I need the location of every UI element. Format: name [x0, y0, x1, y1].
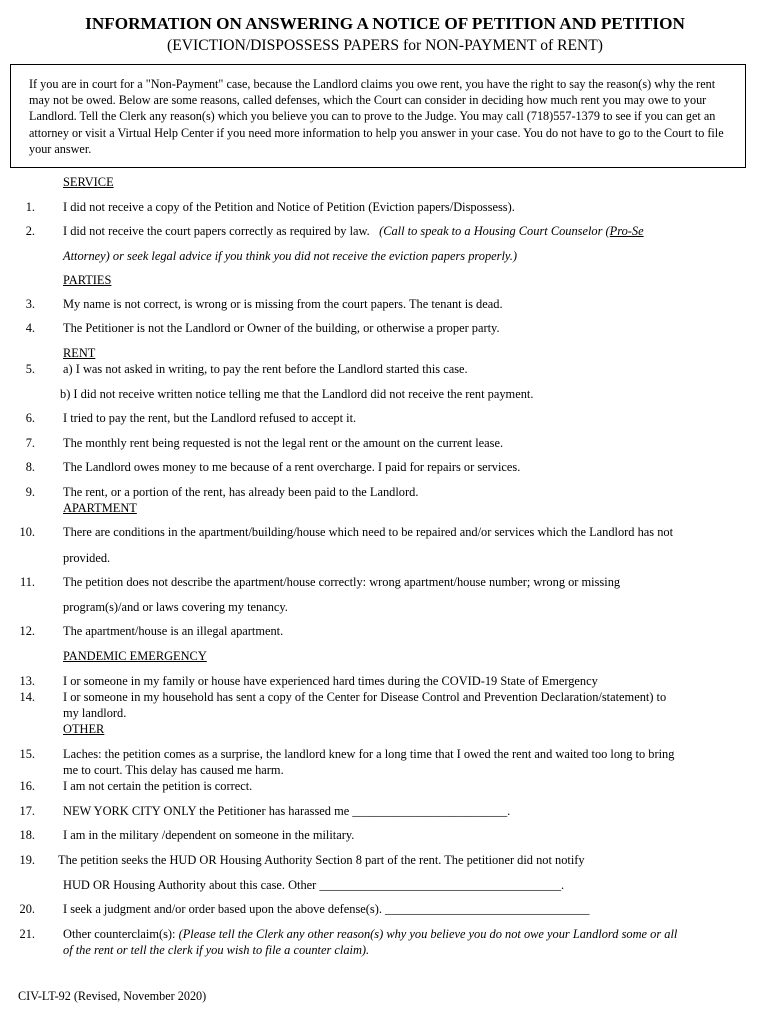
section-other: OTHER — [63, 722, 105, 736]
item-text: I tried to pay the rent, but the Landlord refused to accept it. — [63, 411, 357, 425]
item-number: 18. — [19, 828, 35, 842]
item-text: of the rent or tell the clerk if you wish to file a counter claim). — [63, 943, 370, 957]
item-text: b) I did not receive written notice telling me that the Landlord did not receive the rent payment. — [60, 387, 534, 401]
item-text: Laches: the petition comes as a surprise, the landlord knew for a long time that I owed the rent and waited too long to bring — [63, 747, 675, 761]
item-number: 20. — [19, 902, 35, 916]
item-text: The petition does not describe the apartment/house correctly: wrong apartment/house number; wrong or missing — [63, 575, 621, 589]
item-text: I did not receive the court papers correctly as required by law. (Call to speak to a Housing Court Counselor (Pro-Se — [63, 224, 644, 238]
item-text: HUD OR Housing Authority about this case. Other _______________________________________. — [63, 878, 565, 892]
item-text: The Landlord owes money to me because of a rent overcharge. I paid for repairs or services. — [63, 460, 521, 474]
item-number: 16. — [19, 779, 35, 793]
item-number: 19. — [19, 853, 35, 867]
item-number: 3. — [25, 297, 35, 311]
item-text: The monthly rent being requested is not the legal rent or the amount on the current lease. — [63, 436, 504, 450]
item-number: 10. — [19, 525, 35, 539]
item-number: 15. — [19, 747, 35, 761]
item-number: 6. — [25, 411, 35, 425]
item-text: I or someone in my family or house have experienced hard times during the COVID-19 State of Emergency — [63, 674, 598, 688]
item-text: I seek a judgment and/or order based upon the above defense(s). _________________________________ — [63, 902, 590, 916]
item-number: 12. — [19, 624, 35, 638]
item-text: My name is not correct, is wrong or is missing from the court papers. The tenant is dead. — [63, 297, 503, 311]
item-text: program(s)/and or laws covering my tenancy. — [63, 600, 288, 614]
item-text: Other counterclaim(s): (Please tell the Clerk any other reason(s) why you believe you do not owe your Landlord some or all — [63, 927, 678, 941]
item-text: The rent, or a portion of the rent, has already been paid to the Landlord. — [63, 485, 419, 499]
item-number: 5. — [25, 362, 35, 376]
item-text: The apartment/house is an illegal apartment. — [63, 624, 284, 638]
section-rent: RENT — [63, 346, 96, 360]
item-text: I did not receive a copy of the Petition and Notice of Petition (Eviction papers/Dispossess). — [63, 200, 515, 214]
section-pandemic: PANDEMIC EMERGENCY — [63, 649, 207, 663]
item-number: 13. — [19, 674, 35, 688]
item-text: There are conditions in the apartment/building/house which need to be repaired and/or services which the Landlord has not — [63, 525, 674, 539]
item-text: NEW YORK CITY ONLY the Petitioner has harassed me _________________________. — [63, 804, 511, 818]
document-subtitle: (EVICTION/DISPOSSESS PAPERS for NON-PAYMENT of RENT) — [167, 37, 603, 54]
section-service: SERVICE — [63, 175, 114, 189]
item-text: me to court. This delay has caused me harm. — [63, 763, 284, 777]
item-text: provided. — [63, 551, 111, 565]
item-text: I am in the military /dependent on someone in the military. — [63, 828, 355, 842]
intro-box: If you are in court for a "Non-Payment" case, because the Landlord claims you owe rent, you have the right to say the reason(s) why the rent may not be owed. Below are some reasons, called defenses, which the Court can consider in deciding how much rent you may owe to your Landlord. Tell the Clerk any reason(s) which you believe you can to prove to the Judge. You may call (718)557-1379 to see if you can get an attorney or visit a Virtual Help Center if you need more information to help you answer in your case. You do not have to go to the Court to file your answer. — [10, 64, 746, 168]
item-number: 7. — [25, 436, 35, 450]
item-text: my landlord. — [63, 706, 127, 720]
item-text: a) I was not asked in writing, to pay the rent before the Landlord started this case. — [63, 362, 468, 376]
item-number: 8. — [25, 460, 35, 474]
item-number: 2. — [25, 224, 35, 238]
item-text: Attorney) or seek legal advice if you think you did not receive the eviction papers properly.) — [63, 249, 517, 263]
document-title: INFORMATION ON ANSWERING A NOTICE OF PETITION AND PETITION — [85, 14, 685, 33]
item-text: The Petitioner is not the Landlord or Owner of the building, or otherwise a proper party. — [63, 321, 500, 335]
form-number-footer: CIV-LT-92 (Revised, November 2020) — [18, 989, 207, 1003]
section-apartment: APARTMENT — [63, 501, 137, 515]
item-number: 21. — [19, 927, 35, 941]
section-parties: PARTIES — [63, 273, 112, 287]
item-number: 14. — [19, 690, 35, 704]
item-number: 11. — [19, 575, 35, 589]
item-number: 1. — [25, 200, 35, 214]
item-text: I am not certain the petition is correct. — [63, 779, 253, 793]
item-number: 4. — [25, 321, 35, 335]
item-number: 17. — [19, 804, 35, 818]
item-number: 9. — [25, 485, 35, 499]
item-text: I or someone in my household has sent a copy of the Center for Disease Control and Prevention Declaration/statement) to — [63, 690, 667, 704]
item-text: The petition seeks the HUD OR Housing Authority Section 8 part of the rent. The petitioner did not notify — [58, 853, 585, 867]
